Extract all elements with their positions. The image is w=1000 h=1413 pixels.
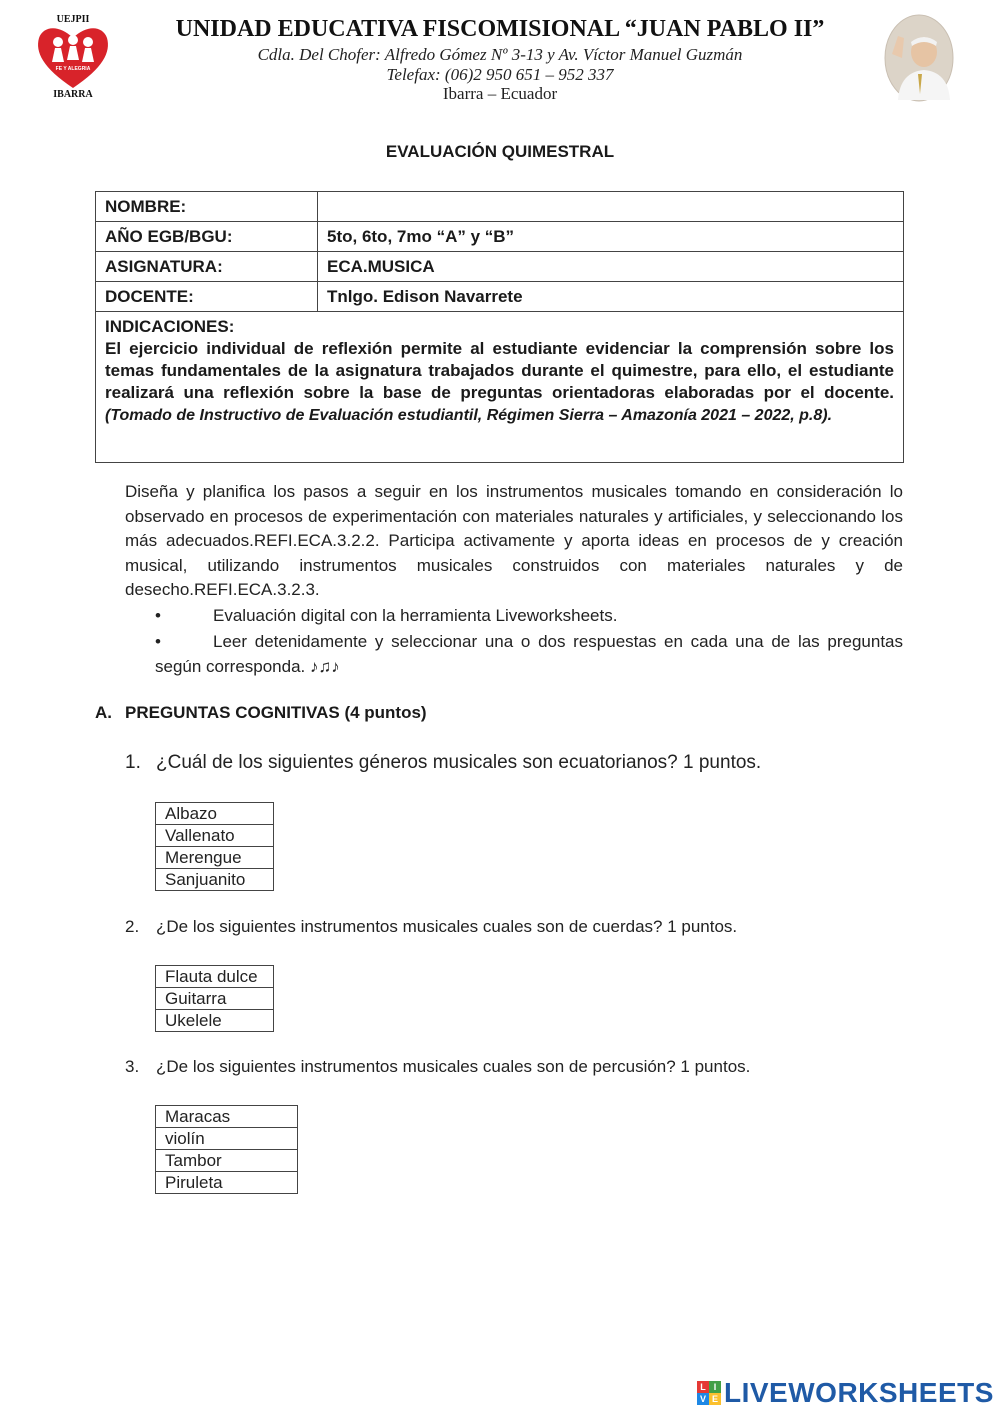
indications-text: El ejercicio individual de reflexión permite al estudiante evidenciar la comprensión sobre los temas fundamentales de la asignatura trabajados durante el quimestre, para ello, el estudiante realizará una reflexión sobre la base de preguntas orientadoras elaboradas por el docente. xyxy=(105,339,894,402)
bullet-text: Leer detenidamente y seleccionar una o dos respuestas en cada una de las preguntas según corresponda. ♪♫♪ xyxy=(155,632,903,676)
page-title: EVALUACIÓN QUIMESTRAL xyxy=(385,142,615,161)
grade-label: AÑO EGB/BGU: xyxy=(96,222,318,252)
liveworksheets-brand: LIVEWORKSHEETS xyxy=(724,1377,994,1408)
question-3-options xyxy=(155,1105,298,1194)
option-flauta-dulce[interactable]: Flauta dulce xyxy=(156,966,274,988)
name-label: NOMBRE: xyxy=(96,192,318,222)
bullet-icon: • xyxy=(155,632,161,651)
question-text: ¿Cuál de los siguientes géneros musicales son ecuatorianos? 1 puntos. xyxy=(156,752,762,773)
school-address: Cdla. Del Chofer: Alfredo Gómez Nº 3-13 y Av. Víctor Manuel Guzmán xyxy=(257,45,743,64)
list-item xyxy=(155,629,903,679)
teacher-label: DOCENTE: xyxy=(96,282,318,312)
question-2 xyxy=(125,917,737,937)
question-number: 1. xyxy=(125,752,141,773)
section-heading xyxy=(95,703,427,723)
option-vallenato[interactable]: Vallenato xyxy=(156,825,274,847)
subject-value: ECA.MUSICA xyxy=(318,252,904,282)
option-piruleta[interactable]: Piruleta xyxy=(156,1172,298,1194)
name-value[interactable] xyxy=(318,192,904,222)
school-phone: Telefax: (06)2 950 651 – 952 337 xyxy=(386,65,614,84)
question-1 xyxy=(125,752,761,774)
option-tambor[interactable]: Tambor xyxy=(156,1150,298,1172)
subject-label: ASIGNATURA: xyxy=(96,252,318,282)
option-violin[interactable]: violín xyxy=(156,1128,298,1150)
option-ukelele[interactable]: Ukelele xyxy=(156,1010,274,1032)
school-city: Ibarra – Ecuador xyxy=(442,84,558,103)
intro-paragraph: Diseña y planifica los pasos a seguir en los instrumentos musicales tomando en consideración lo observado en procesos de experimentación con materiales naturales y artificiales, y seleccionando los más adecuados.REFI.ECA.3.2.2. Participa activamente y aporta ideas en procesos de y creación musical, utilizando instrumentos musicales construidos con materiales naturales y de desecho.REFI.ECA.3.2.3. xyxy=(125,482,903,599)
indications-citation: (Tomado de Instructivo de Evaluación estudiantil, Régimen Sierra – Amazonía 2021 – 2022, p.8). xyxy=(105,407,833,424)
bullet-text: Evaluación digital con la herramienta Liveworksheets. xyxy=(213,606,618,625)
school-name: UNIDAD EDUCATIVA FISCOMISIONAL “JUAN PABLO II” xyxy=(175,16,825,42)
logo-bottom-text: IBARRA xyxy=(53,89,93,98)
option-maracas[interactable]: Maracas xyxy=(156,1106,298,1128)
option-merengue[interactable]: Merengue xyxy=(156,847,274,869)
option-guitarra[interactable]: Guitarra xyxy=(156,988,274,1010)
option-albazo[interactable]: Albazo xyxy=(156,803,274,825)
logo-mid-text: FE Y ALEGRIA xyxy=(55,66,91,72)
question-text: ¿De los siguientes instrumentos musicales cuales son de percusión? 1 puntos. xyxy=(156,1057,751,1076)
table-row xyxy=(96,252,904,282)
section-title: PREGUNTAS COGNITIVAS (4 puntos) xyxy=(125,703,427,722)
teacher-value: Tnlgo. Edison Navarrete xyxy=(318,282,904,312)
bullet-icon: • xyxy=(155,606,161,625)
student-info-table xyxy=(95,191,904,463)
table-row xyxy=(96,282,904,312)
table-row xyxy=(96,222,904,252)
question-1-options xyxy=(155,802,274,891)
liveworksheets-logo xyxy=(697,1378,994,1408)
question-2-options xyxy=(155,965,274,1032)
question-number: 3. xyxy=(125,1057,140,1076)
question-text: ¿De los siguientes instrumentos musicales cuales son de cuerdas? 1 puntos. xyxy=(156,917,738,936)
section-letter: A. xyxy=(95,703,112,722)
option-sanjuanito[interactable]: Sanjuanito xyxy=(156,869,274,891)
grade-value: 5to, 6to, 7mo “A” y “B” xyxy=(318,222,904,252)
indications-cell xyxy=(96,312,904,463)
indications-label: INDICACIONES: xyxy=(105,317,235,336)
question-number: 2. xyxy=(125,917,140,936)
logo-top-text: UEJPII xyxy=(56,14,90,25)
table-row xyxy=(96,312,904,463)
list-item xyxy=(155,603,903,628)
table-row xyxy=(96,192,904,222)
question-3 xyxy=(125,1057,750,1077)
liveworksheets-icon: L I V E xyxy=(697,1381,721,1405)
